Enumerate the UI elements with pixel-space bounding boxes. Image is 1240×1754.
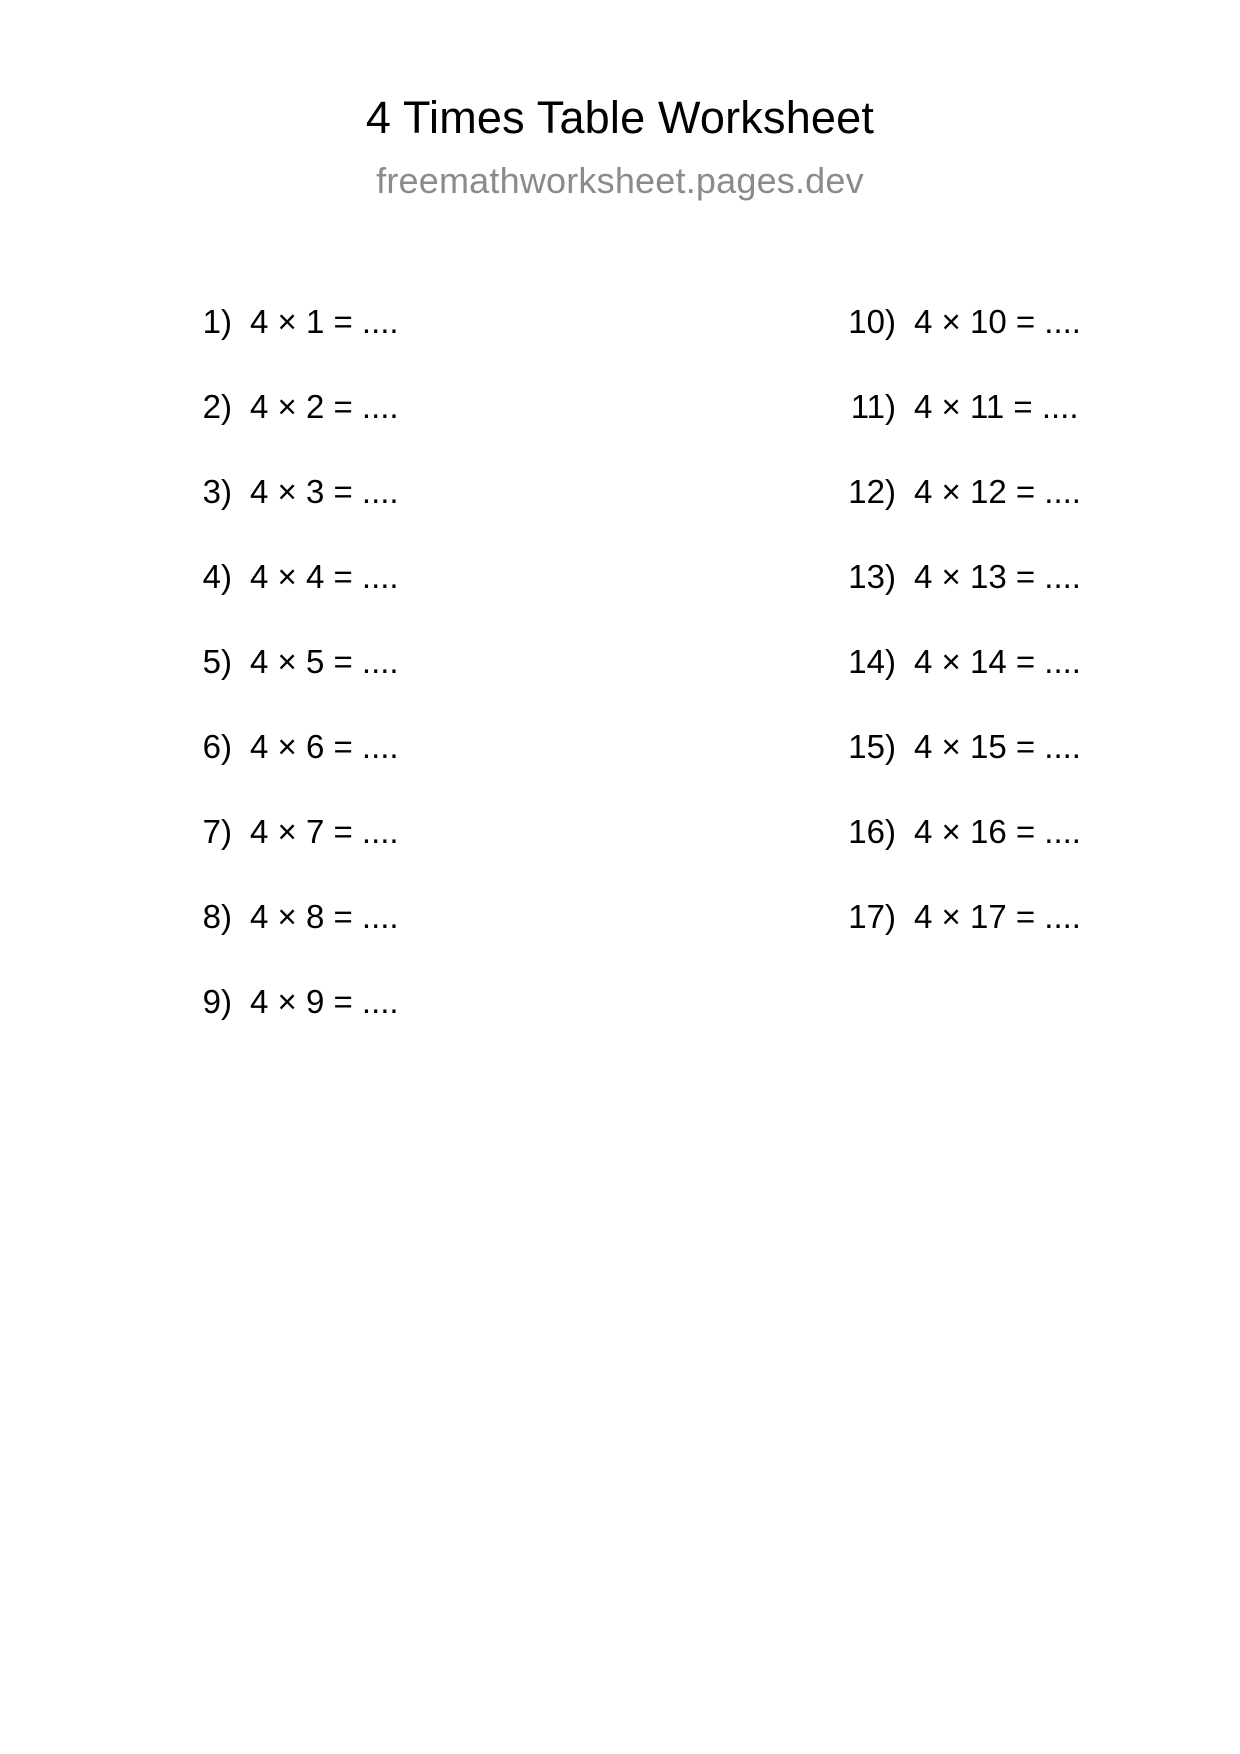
problem-expression: 4 × 3 = .... (250, 473, 399, 510)
problem-expression: 4 × 8 = .... (250, 898, 399, 935)
problem-item (178, 645, 568, 730)
problem-item (820, 730, 1210, 815)
problem-expression: 4 × 12 = .... (914, 473, 1081, 510)
problem-item (178, 560, 568, 645)
problem-number: 6) (202, 728, 232, 765)
problem-expression: 4 × 11 = .... (914, 388, 1079, 425)
problem-item (820, 305, 1210, 390)
problem-item (820, 815, 1210, 900)
problem-number: 5) (202, 643, 232, 680)
page-title: 4 Times Table Worksheet (365, 92, 875, 143)
problem-item (178, 390, 568, 475)
problem-number: 8) (202, 898, 232, 935)
problem-number: 13) (848, 558, 896, 595)
problem-item (178, 985, 568, 1070)
problem-item (820, 900, 1210, 985)
problem-number: 14) (848, 643, 896, 680)
problem-number: 3) (202, 473, 232, 510)
problem-number: 15) (848, 728, 896, 765)
problem-expression: 4 × 2 = .... (250, 388, 399, 425)
problem-number: 2) (202, 388, 232, 425)
problem-number: 7) (202, 813, 232, 850)
problem-number: 10) (848, 303, 896, 340)
problem-column-left (178, 305, 568, 1070)
problem-item (820, 645, 1210, 730)
problem-number: 12) (848, 473, 896, 510)
problem-expression: 4 × 14 = .... (914, 643, 1081, 680)
problem-number: 17) (848, 898, 896, 935)
page-subtitle: freemathworksheet.pages.dev (376, 160, 864, 201)
problem-number: 4) (202, 558, 232, 595)
problem-item (178, 815, 568, 900)
problem-expression: 4 × 4 = .... (250, 558, 399, 595)
problem-expression: 4 × 16 = .... (914, 813, 1081, 850)
problem-expression: 4 × 15 = .... (914, 728, 1081, 765)
problem-item (178, 900, 568, 985)
problem-item (820, 475, 1210, 560)
problem-expression: 4 × 5 = .... (250, 643, 399, 680)
problem-columns (0, 305, 1240, 1070)
problem-expression: 4 × 10 = .... (914, 303, 1081, 340)
problem-expression: 4 × 1 = .... (250, 303, 399, 340)
problem-number: 11) (850, 388, 896, 425)
problem-expression: 4 × 9 = .... (250, 983, 399, 1020)
problem-item (820, 560, 1210, 645)
problem-number: 1) (202, 303, 232, 340)
problem-expression: 4 × 7 = .... (250, 813, 399, 850)
problem-column-right (820, 305, 1210, 985)
problem-item (178, 475, 568, 560)
problem-number: 9) (202, 983, 232, 1020)
problem-expression: 4 × 6 = .... (250, 728, 399, 765)
problem-item (178, 730, 568, 815)
problem-item (178, 305, 568, 390)
problem-expression: 4 × 13 = .... (914, 558, 1081, 595)
problem-expression: 4 × 17 = .... (914, 898, 1081, 935)
problem-number: 16) (848, 813, 896, 850)
problem-item (820, 390, 1210, 475)
